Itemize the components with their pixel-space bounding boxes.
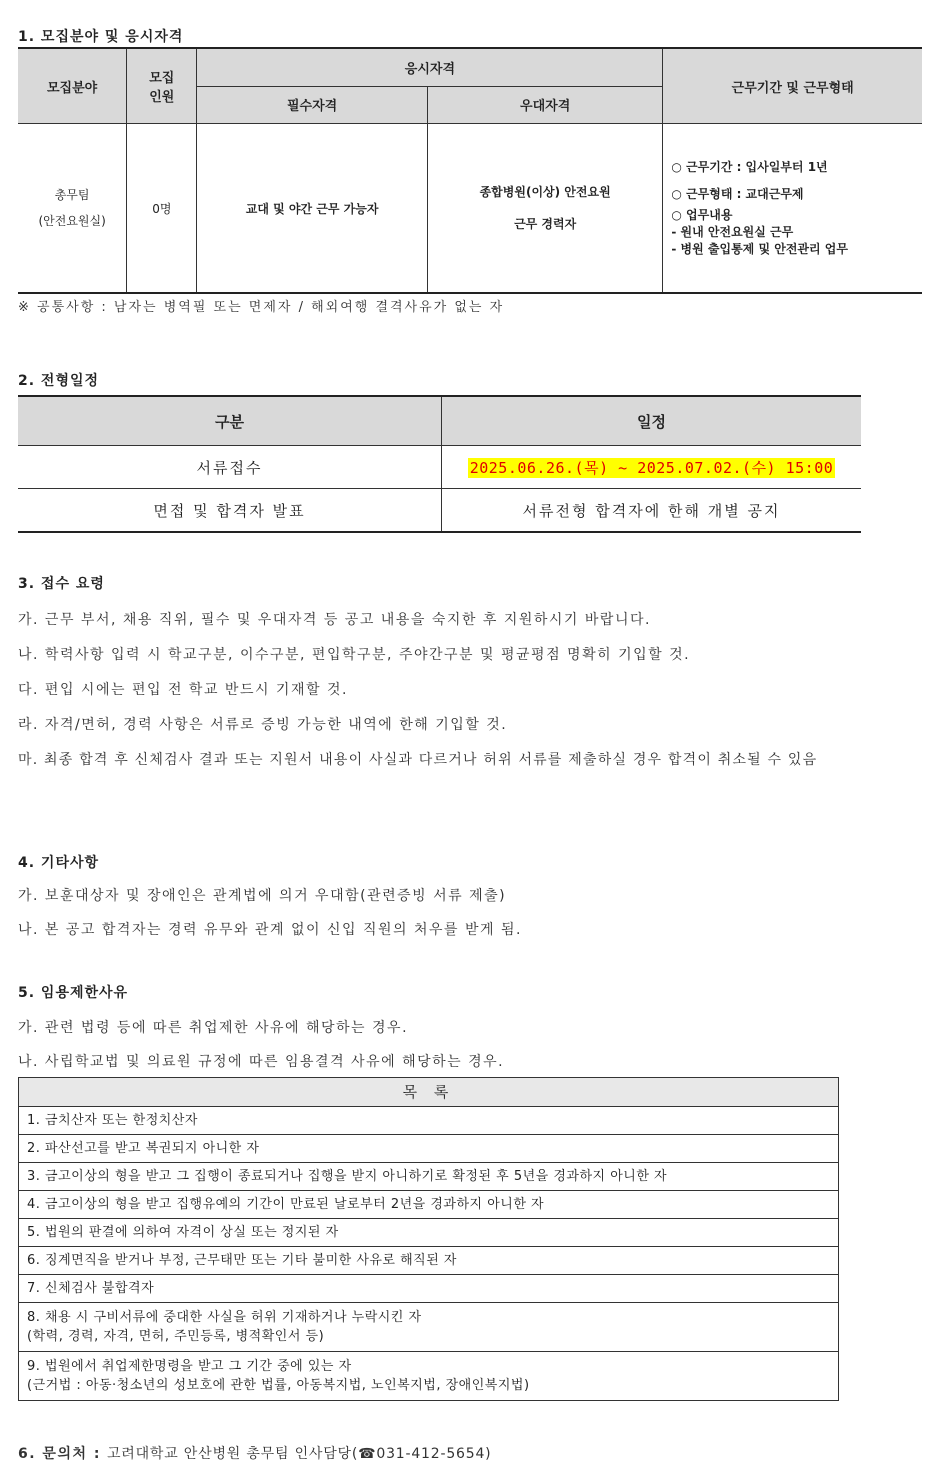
table-row — [19, 1219, 839, 1247]
table-row — [19, 1303, 839, 1352]
list-header: 목 록 — [19, 1078, 839, 1107]
section3-title: 3. 접수 요령 — [18, 576, 105, 592]
list-item: 마. 최종 합격 후 신체검사 결과 또는 지원서 내용이 사실과 다르거나 허위 서류를 제출하실 경우 합격이 취소될 수 있음 — [18, 752, 818, 768]
disqualification-item — [19, 1352, 839, 1401]
list-item: 가. 근무 부서, 채용 직위, 필수 및 우대자격 등 공고 내용을 숙지한 후 지원하시기 바랍니다. — [18, 612, 651, 628]
table-row — [19, 1352, 839, 1401]
schedule-highlight: 2025.06.26.(목) ~ 2025.07.02.(수) 15:00 — [469, 458, 834, 477]
disqualification-item: 3. 금고이상의 형을 받고 그 집행이 종료되거나 집행을 받지 아니하기로 확정된 후 5년을 경과하지 아니한 자 — [19, 1163, 839, 1191]
period-item: ○ 근무형태 : 교대근무제 — [671, 186, 804, 201]
header-preferred: 우대자격 — [427, 86, 663, 124]
header-period: 근무기간 및 근무형태 — [663, 48, 922, 124]
table-row — [19, 1247, 839, 1275]
field-line2: (안전요원실) — [38, 214, 106, 228]
list-item: 나. 학력사항 입력 시 학교구분, 이수구분, 편입학구분, 주야간구분 및 평균평점 명확히 기입할 것. — [18, 647, 691, 663]
list-item: 나. 본 공고 합격자는 경력 유무와 관계 없이 신입 직원의 처우를 받게 됨. — [18, 922, 522, 938]
schedule-category: 면접 및 합격자 발표 — [18, 489, 442, 533]
preferred-line2: 근무 경력자 — [514, 217, 577, 231]
list-item: 가. 보훈대상자 및 장애인은 관계법에 의거 우대함(관련증빙 서류 제출) — [18, 888, 507, 904]
header-category: 구분 — [18, 396, 442, 446]
header-schedule: 일정 — [442, 396, 862, 446]
field-line1: 총무팀 — [54, 188, 90, 202]
header-count-line1: 모집 — [149, 71, 175, 86]
schedule-value — [442, 446, 862, 489]
period-item: - 병원 출입통제 및 안전관리 업무 — [671, 241, 848, 256]
cell-preferred — [427, 124, 663, 294]
cell-required: 교대 및 야간 근무 가능자 — [197, 124, 428, 294]
table-row — [19, 1191, 839, 1219]
disqualification-item: 1. 금치산자 또는 한정치산자 — [19, 1107, 839, 1135]
table-row — [19, 1107, 839, 1135]
disqualification-item — [19, 1303, 839, 1352]
recruitment-table — [18, 47, 922, 294]
cell-field — [18, 124, 127, 294]
list-item: 라. 자격/면허, 경력 사항은 서류로 증빙 가능한 내역에 한해 기입할 것. — [18, 717, 508, 733]
disqualification-table — [18, 1077, 839, 1401]
preferred-line1: 종합병원(이상) 안전요원 — [479, 185, 611, 199]
header-count-line2: 인원 — [149, 90, 175, 105]
disqualification-line: 8. 채용 시 구비서류에 중대한 사실을 허위 기재하거나 누락시킨 자 — [27, 1310, 422, 1325]
list-item: 다. 편입 시에는 편입 전 학교 반드시 기재할 것. — [18, 682, 348, 698]
contact-label: 6. 문의처 : — [18, 1446, 101, 1462]
schedule-table — [18, 395, 861, 533]
table-row — [18, 446, 861, 489]
disqualification-item: 5. 법원의 판결에 의하여 자격이 상실 또는 정지된 자 — [19, 1219, 839, 1247]
contact-info: 고려대학교 안산병원 총무팀 인사담당(☎031-412-5654) — [106, 1446, 492, 1462]
cell-count: 0명 — [127, 124, 197, 294]
disqualification-item: 7. 신체검사 불합격자 — [19, 1275, 839, 1303]
schedule-category: 서류접수 — [18, 446, 442, 489]
table-row — [19, 1163, 839, 1191]
list-item: 가. 관련 법령 등에 따른 취업제한 사유에 해당하는 경우. — [18, 1020, 409, 1036]
section5-title: 5. 임용제한사유 — [18, 985, 129, 1001]
disqualification-line: 9. 법원에서 취업제한명령을 받고 그 기간 중에 있는 자 — [27, 1359, 352, 1374]
disqualification-item: 6. 징계면직을 받거나 부정, 근무태만 또는 기타 불미한 사유로 해직된 자 — [19, 1247, 839, 1275]
table-row — [18, 489, 861, 533]
section2-title: 2. 전형일정 — [18, 373, 100, 389]
list-item: 나. 사립학교법 및 의료원 규정에 따른 임용결격 사유에 해당하는 경우. — [18, 1054, 505, 1070]
header-field: 모집분야 — [18, 48, 127, 124]
cell-period — [663, 124, 922, 294]
common-note: ※ 공통사항 : 남자는 병역필 또는 면제자 / 해외여행 결격사유가 없는 자 — [18, 300, 505, 315]
period-item: - 원내 안전요원실 근무 — [671, 224, 794, 239]
section4-title: 4. 기타사항 — [18, 855, 100, 871]
period-item: ○ 업무내용 — [671, 207, 733, 222]
header-count — [127, 48, 197, 124]
disqualification-item: 4. 금고이상의 형을 받고 집행유예의 기간이 만료된 날로부터 2년을 경과하지 아니한 자 — [19, 1191, 839, 1219]
period-item: ○ 근무기간 : 입사일부터 1년 — [671, 159, 828, 174]
section1-title: 1. 모집분야 및 응시자격 — [18, 29, 184, 45]
table-row — [19, 1135, 839, 1163]
table-row — [19, 1275, 839, 1303]
disqualification-item: 2. 파산선고를 받고 복권되지 아니한 자 — [19, 1135, 839, 1163]
disqualification-subline: (학력, 경력, 자격, 면허, 주민등록, 병적확인서 등) — [27, 1329, 325, 1344]
header-required: 필수자격 — [197, 86, 428, 124]
contact-line — [18, 1443, 491, 1463]
disqualification-subline: (근거법 : 아동·청소년의 성보호에 관한 법률, 아동복지법, 노인복지법, 장애인복지법) — [27, 1378, 530, 1393]
header-qualification: 응시자격 — [197, 48, 663, 86]
schedule-value: 서류전형 합격자에 한해 개별 공지 — [442, 489, 862, 533]
